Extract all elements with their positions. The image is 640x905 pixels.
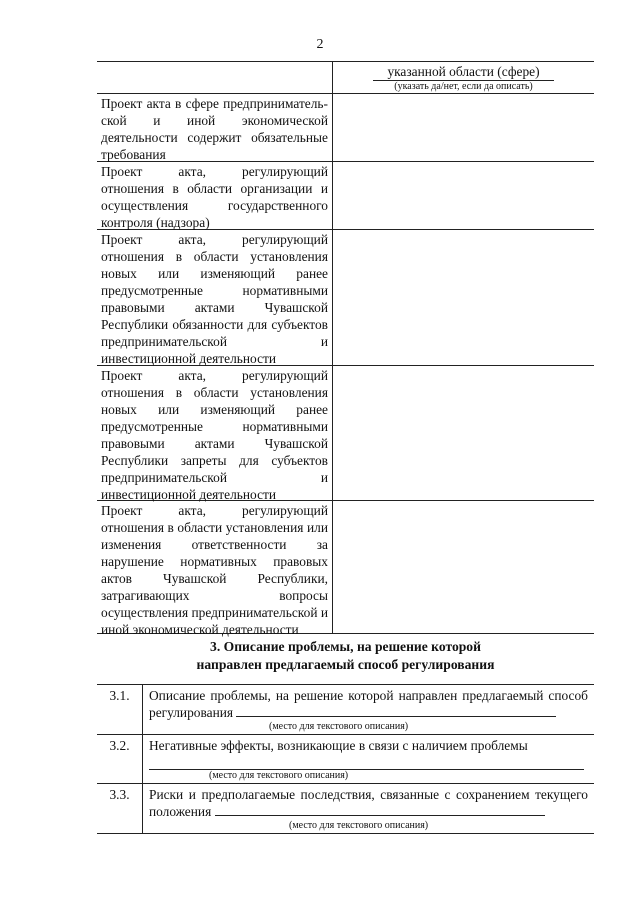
text-entry-line[interactable] bbox=[215, 803, 545, 816]
table-row bbox=[97, 685, 594, 734]
row-content bbox=[143, 735, 594, 783]
text-entry-line[interactable] bbox=[236, 704, 556, 717]
table-row bbox=[97, 734, 594, 783]
row-number: 3.2. bbox=[97, 735, 143, 783]
header-right-cell bbox=[333, 62, 594, 93]
row-description: Проект акта, регулирующий отношения в области установления новых или изменяющий ранее предусмотренные нормативными правовыми актами Чувашской Республики обязанности для субъектов предпринимательской и инвестиционной деятельности bbox=[97, 230, 333, 365]
table-row bbox=[97, 229, 594, 365]
table-row bbox=[97, 93, 594, 161]
section-title-line-2: направлен предлагаемый способ регулирования bbox=[196, 657, 495, 672]
row-text: Риски и предполагаемые последствия, связанные с сохранением текущего положения bbox=[149, 787, 588, 819]
row-number: 3.1. bbox=[97, 685, 143, 734]
section-3-title bbox=[97, 638, 594, 674]
header-note: (указать да/нет, если да описать) bbox=[373, 80, 554, 93]
text-entry-line[interactable] bbox=[149, 754, 584, 770]
row-number: 3.3. bbox=[97, 784, 143, 833]
header-right-label: указанной области (сфере) bbox=[387, 64, 540, 79]
answer-cell[interactable] bbox=[333, 230, 594, 365]
row-description: Проект акта в сфере предпринимательской и иной экономической деятельности содержит обязательные требования bbox=[97, 94, 333, 161]
answer-cell[interactable] bbox=[333, 366, 594, 500]
table-header-row bbox=[97, 62, 594, 93]
row-description: Проект акта, регулирующий отношения в области установления новых или изменяющий ранее предусмотренные нормативными правовыми актами Чувашской Республики запреты для субъектов предпринимательской и инвестиционной деятельности bbox=[97, 366, 333, 500]
field-hint: (место для текстового описания) bbox=[289, 820, 429, 831]
answer-cell[interactable] bbox=[333, 94, 594, 161]
table-row bbox=[97, 500, 594, 637]
row-content bbox=[143, 685, 594, 734]
regulation-scope-table bbox=[97, 61, 594, 637]
row-content bbox=[143, 784, 594, 833]
row-description: Проект акта, регулирующий отношения в области установления или изменения ответственности за нарушение нормативных правовых актов Чувашской Республики, затрагивающих вопросы осуществления предпринимательской и иной экономической деятельности bbox=[97, 501, 333, 633]
row-text: Описание проблемы, на решение которой направлен предлагаемый способ регулирования bbox=[149, 688, 588, 720]
table-row bbox=[97, 365, 594, 500]
field-hint: (место для текстового описания) bbox=[269, 721, 409, 732]
row-description: Проект акта, регулирующий отношения в области организации и осуществления государственного контроля (надзора) bbox=[97, 162, 333, 229]
table-row bbox=[97, 783, 594, 833]
section-title-line-1: 3. Описание проблемы, на решение которой bbox=[210, 639, 481, 654]
row-text: Негативные эффекты, возникающие в связи с наличием проблемы bbox=[149, 738, 528, 753]
page-number: 2 bbox=[316, 37, 324, 52]
problem-description-table bbox=[97, 684, 594, 834]
answer-cell[interactable] bbox=[333, 501, 594, 633]
header-left-cell bbox=[97, 62, 333, 93]
field-hint: (место для текстового описания) bbox=[209, 770, 349, 781]
table-row bbox=[97, 161, 594, 229]
answer-cell[interactable] bbox=[333, 162, 594, 229]
